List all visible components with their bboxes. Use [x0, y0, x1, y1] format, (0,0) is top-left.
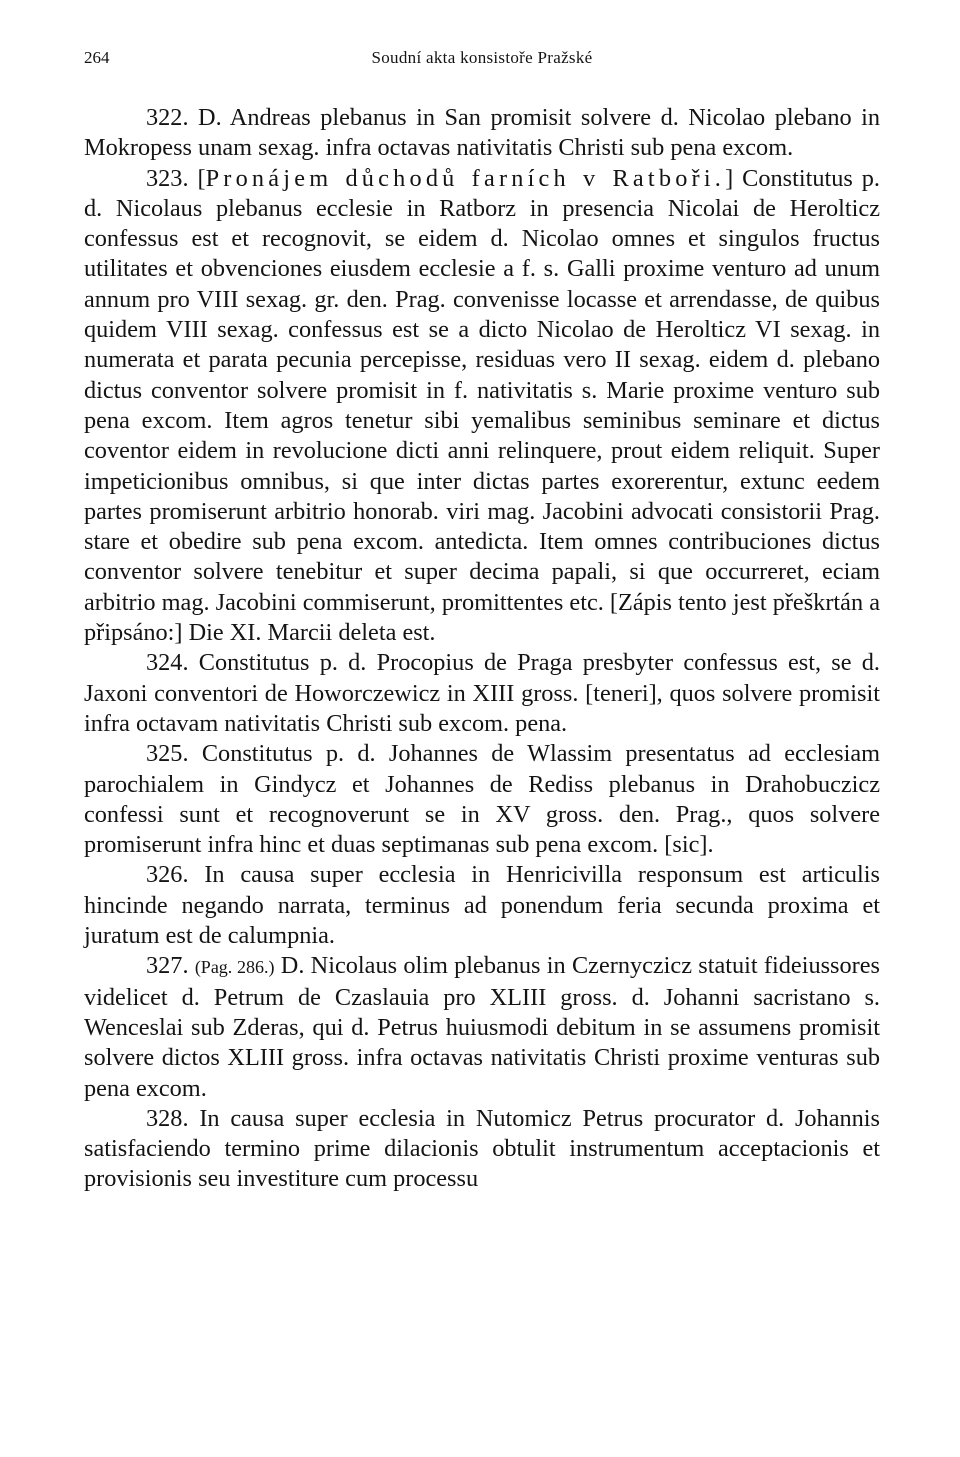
page-number: 264 — [84, 48, 110, 67]
entry-text: Constitutus p. d. Procopius de Praga presbyter confessus est, se d. Jaxoni conventori de Howorczewicz in XIII gross. [teneri], quos solvere promisit infra octavam nativitatis Christi sub excom. pena. — [84, 649, 880, 737]
entry-heading: Pronájem důchodů farních v Ratboři. — [205, 164, 726, 192]
entry-number: 325. — [146, 740, 189, 768]
entry-325 — [84, 739, 880, 860]
entry-322 — [84, 103, 880, 164]
page-reference: (Pag. 286.) — [194, 957, 275, 978]
entry-327 — [84, 951, 880, 1103]
heading-bracket-close: ] — [725, 164, 734, 192]
entry-number: 323. — [146, 164, 189, 192]
entry-text: D. Andreas plebanus in San promisit solvere d. Nicolao plebano in Mokropess unam sexag. infra octavas nativitatis Christi sub pena excom. — [84, 104, 881, 162]
entry-326 — [84, 860, 880, 951]
entry-number: 328. — [146, 1104, 189, 1132]
entry-number: 322. — [146, 104, 189, 131]
entry-number: 327. — [146, 952, 189, 980]
body-text — [84, 103, 880, 1195]
entry-323 — [84, 164, 880, 649]
entry-text: D. Nicolaus olim plebanus in Czernyczicz statuit fideiussores videlicet d. Petrum de Czaslauia pro XLIII gross. d. Johanni sacristano s. Wenceslai sub Zderas, qui d. Petrus huiusmodi debitum in se assumens promisit solvere dictos XLIII gross. infra octavas nativitatis Christi proxime venturas sub pena excom. — [84, 952, 880, 1102]
entry-number: 324. — [146, 649, 189, 677]
running-title: Soudní akta konsistoře Pražské — [371, 48, 593, 67]
entry-text: In causa super ecclesia in Henricivilla responsum est articulis hincinde negando narrata, terminus ad ponendum feria secunda proxima et juratum est de calumpnia. — [84, 861, 880, 950]
entry-text: Constitutus p. d. Nicolaus plebanus ecclesie in Ratborz in presencia Nicolai de Herolticz confessus est et recognovit, se eidem d. Nicolao omnes et singulos fructus utilitates et obvenciones eiusdem ecclesie a f. s. Galli proxime venturo ad unum annum pro VIII sexag. gr. den. Prag. convenisse locasse et arrendasse, de quibus quidem VIII sexag. confessus est se a dicto Nicolao de Herolticz VI sexag. in numerata et parata pecunia percepisse, residuas vero II sexag. eidem d. plebano dictus conventor solvere promisit in f. nativitatis s. Marie proxime venturo sub pena excom. Item agros tenetur sibi yemalibus seminibus seminare et dictus coventor eidem in revolucione dicti anni relinquere, prout eidem reliquit. Super impeticionibus omnibus, si que inter dictas partes exorerentur, extunc eedem partes promiserunt arbitrio honorab. viri mag. Jacobini advocati consistorii Prag. stare et obedire sub pena excom. antedicta. Item omnes contribuciones dictus conventor solvere tenebitur et super decima papali, si que occurreret, eciam arbitrio mag. Jacobini commiserunt, promittentes etc. [Zápis tento jest přeškrtán a připsáno:] Die XI. Marcii deleta est. — [84, 164, 880, 647]
heading-bracket-open: [ — [197, 164, 206, 192]
entry-text: In causa super ecclesia in Nutomicz Petrus procurator d. Johannis satisfaciendo termino prime dilacionis obtulit instrumentum acceptacionis et provisionis seu investiture cum processu — [84, 1104, 880, 1193]
entry-text: Constitutus p. d. Johannes de Wlassim presentatus ad ecclesiam parochialem in Gindycz et Johannes de Rediss plebanus in Drahobuczicz confessi sunt et recognoverunt se in XV gross. den. Prag., quos solvere promiserunt infra hinc et duas septimanas sub pena excom. [sic]. — [84, 740, 881, 859]
entry-328 — [84, 1104, 880, 1195]
entry-number: 326. — [146, 861, 189, 889]
running-head — [84, 46, 880, 70]
entry-324 — [84, 648, 880, 739]
